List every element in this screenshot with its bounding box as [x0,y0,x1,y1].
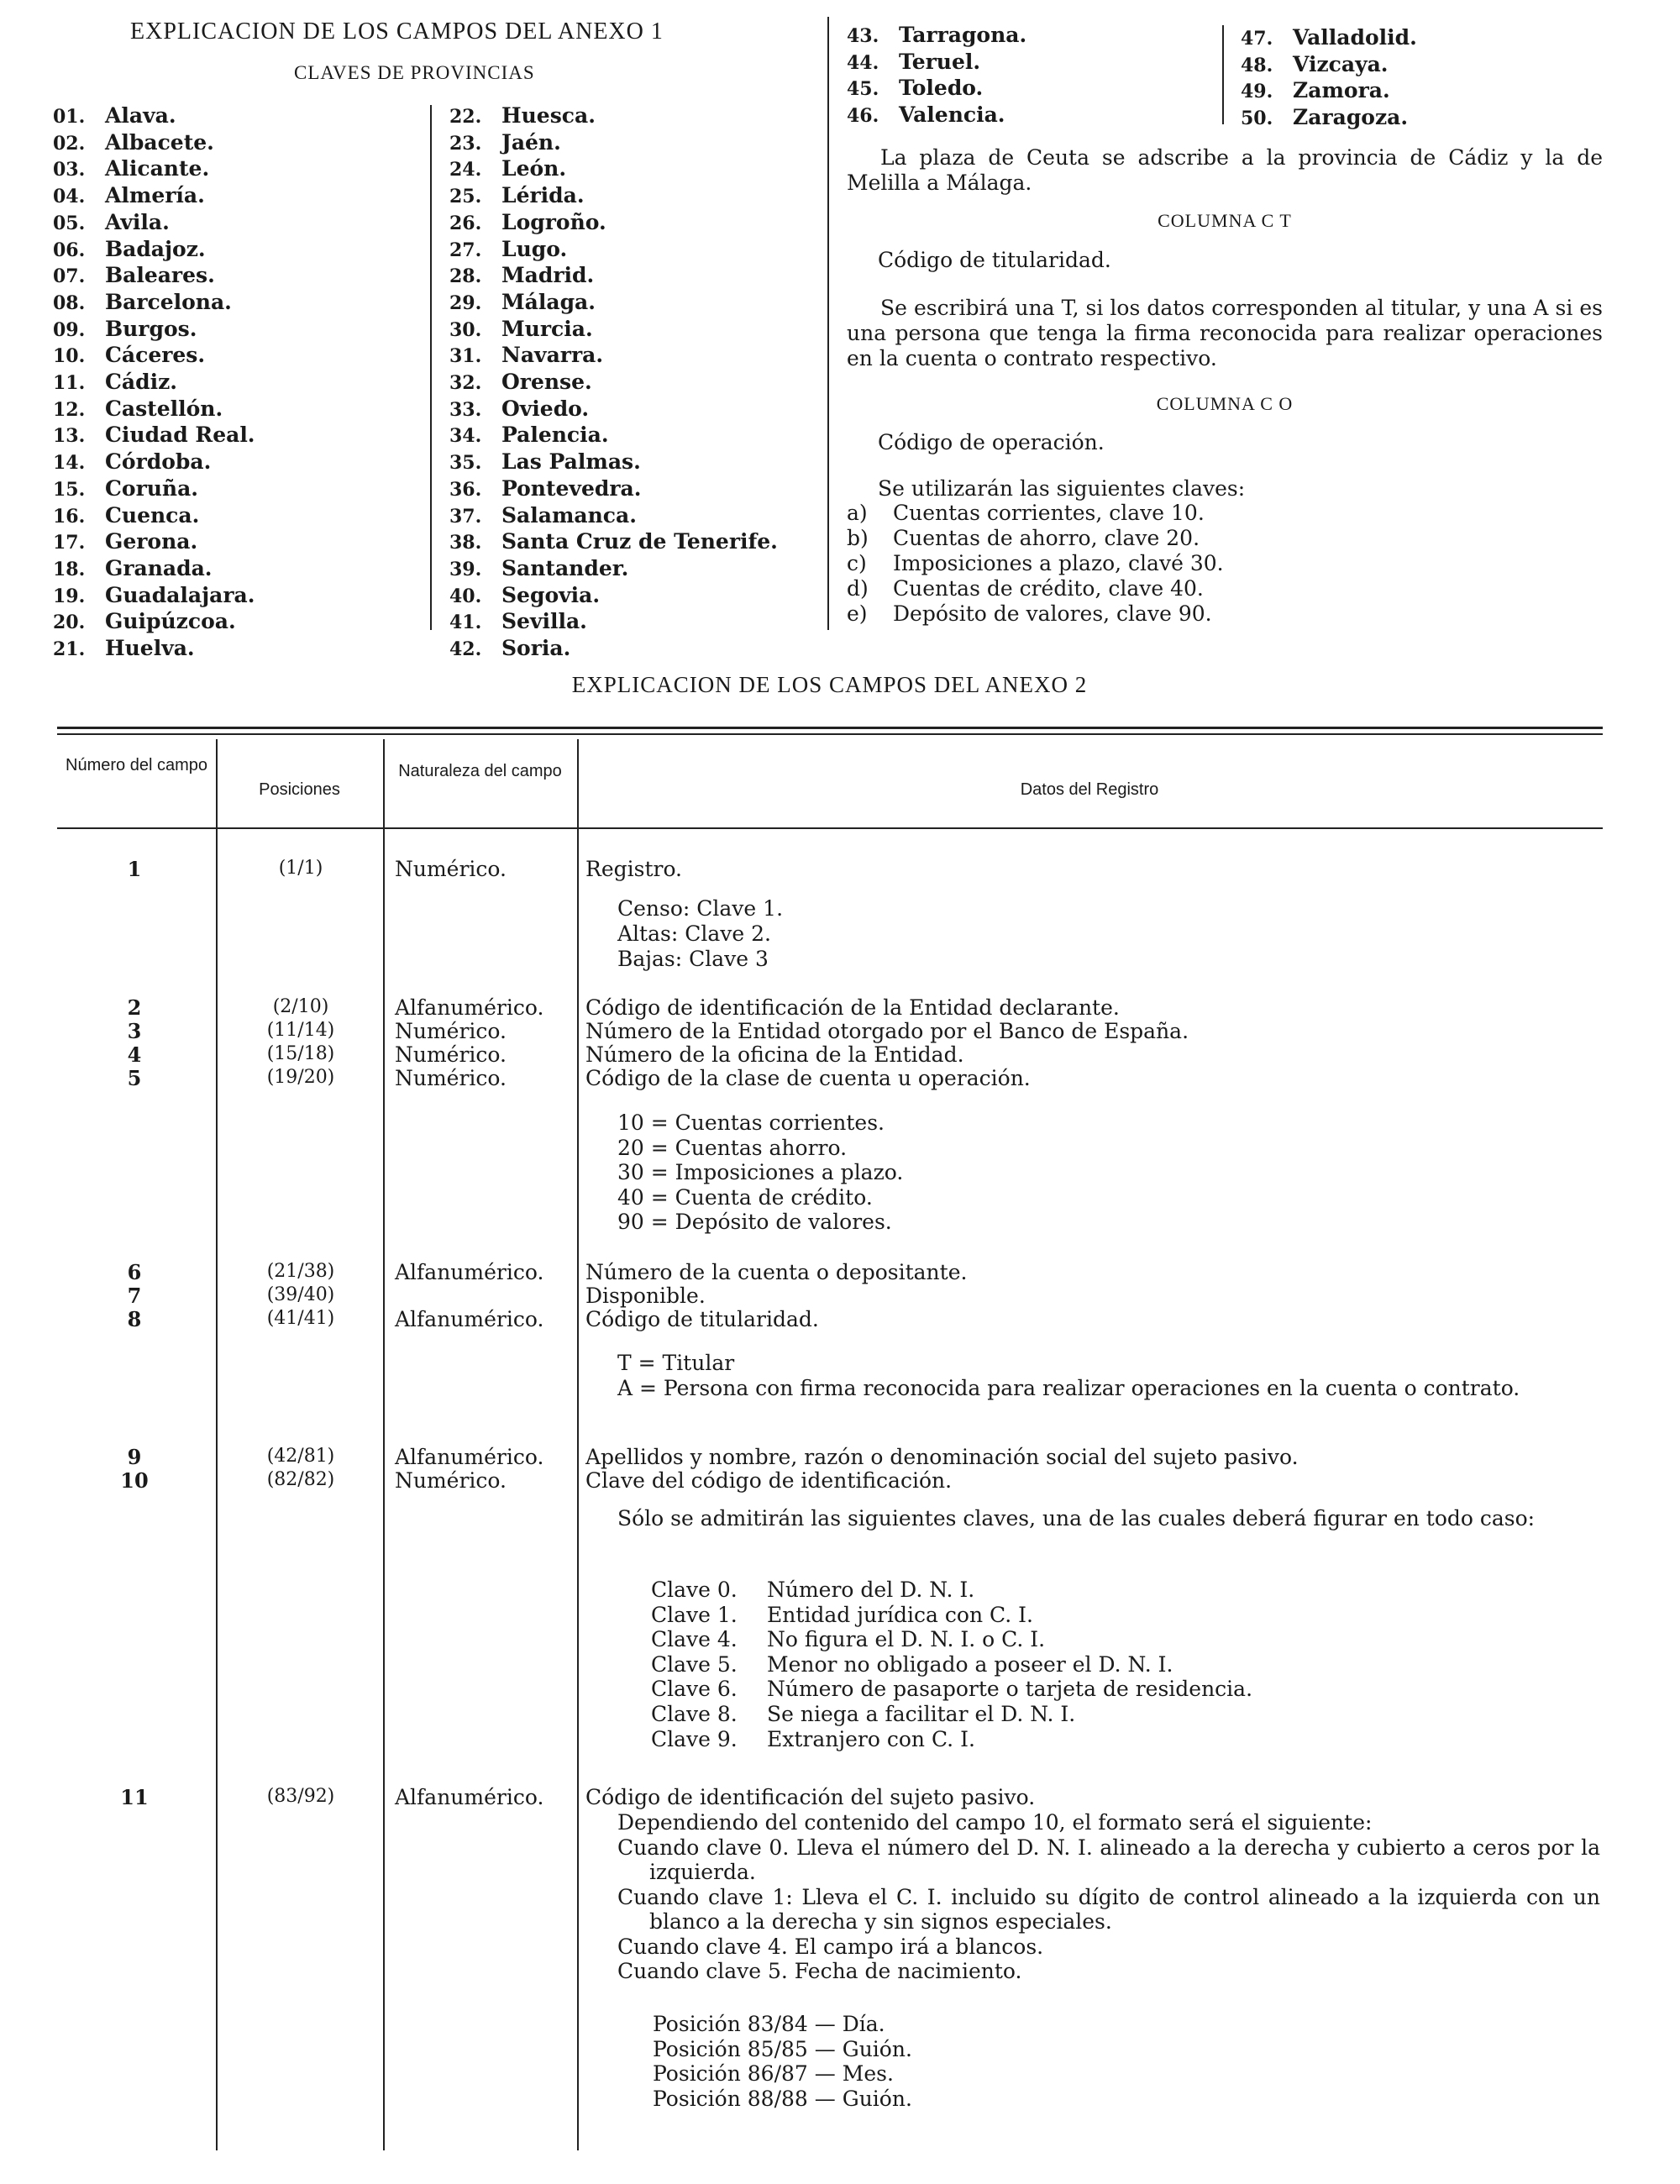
province-code: 16. [53,505,86,528]
province-code: 23. [449,132,482,155]
province-item [53,263,255,290]
province-item [847,23,1026,50]
list-item: Cuando clave 4. El campo irá a blancos. [617,1934,1044,1959]
list-item: Cuando clave 1: Lleva el C. I. incluido su dígito de control alineado a la izquierda con un blanco a la derecha y sin signos especiales. [617,1884,1600,1934]
province-name: León. [501,156,567,181]
field-nature: Numérico. [395,1019,507,1043]
province-name: Toledo. [899,76,984,101]
clave-value: No figura el D. N. I. o C. I. [767,1627,1046,1652]
field-positions: (11/14) [266,1020,335,1041]
province-code: 13. [53,425,86,448]
province-item [53,183,255,210]
clave-value: Número del D. N. I. [767,1578,975,1602]
province-name: Albacete. [105,129,214,155]
province-item [1241,105,1417,132]
province-name: Oviedo. [501,396,590,421]
field-description: Código de identificación de la Entidad declarante. [585,995,1120,1020]
item-letter: c) [847,551,867,575]
claves-identificacion [651,1578,1252,1751]
province-name: Gerona. [105,529,198,554]
province-list-col3 [847,23,1026,129]
field-number: 6 [127,1260,142,1284]
column-divider [827,17,829,630]
list-item: 30 = Imposiciones a plazo. [617,1160,904,1184]
province-item [53,343,255,370]
field-number: 10 [120,1468,149,1493]
column-divider [430,105,432,630]
province-item [449,476,778,503]
item-text: Imposiciones a plazo, clavé 30. [893,551,1224,575]
ct-label: Código de titularidad. [878,248,1111,272]
province-code: 02. [53,132,86,155]
claves-intro [617,1506,1600,1531]
province-code: 05. [53,212,86,234]
clave-key: Clave 0. [651,1578,738,1602]
anexo1-subtitle: CLAVES DE PROVINCIAS [294,62,535,83]
province-code: 26. [449,212,482,234]
province-code: 46. [847,105,879,128]
anexo2-title: EXPLICACION DE LOS CAMPOS DEL ANEXO 2 [571,672,1088,697]
field-number: 2 [127,995,142,1020]
item-letter: a) [847,501,868,525]
province-name: Barcelona. [105,289,232,314]
header-naturaleza: Naturaleza del campo [398,762,562,780]
province-item [847,76,1026,102]
field-nature: Alfanumérico. [395,1445,544,1469]
province-code: 01. [53,106,86,128]
list-item [847,601,1224,627]
list-item: Posición 88/88 — Guión. [653,2086,912,2111]
province-name: Murcia. [501,316,593,341]
province-name: Cáceres. [105,343,206,368]
province-code: 47. [1241,28,1273,50]
field-positions: (1/1) [278,858,323,879]
province-code: 11. [53,372,86,395]
list-item [847,526,1224,551]
province-item [53,529,255,556]
field-positions: (39/40) [266,1284,335,1305]
province-code: 06. [53,239,86,261]
province-name: Lugo. [501,236,568,261]
province-name: Baleares. [105,263,215,288]
field-positions: (2/10) [272,996,329,1017]
province-item [1241,25,1417,52]
province-code: 38. [449,532,482,554]
province-code: 04. [53,186,86,208]
field-description: Clave del código de identificación. [585,1468,953,1493]
table-col-line [577,739,579,2150]
table-top-rule [57,727,1603,729]
province-name: Soria. [501,636,571,661]
province-item [53,556,255,583]
clave-key: Clave 5. [651,1651,738,1677]
province-item [53,130,255,157]
field-nature: Alfanumérico. [395,1260,544,1284]
field-description: Código de titularidad. [585,1307,819,1331]
province-name: Zamora. [1293,78,1390,103]
province-code: 20. [53,612,86,634]
list-item: Dependiendo del contenido del campo 10, el formato será el siguiente: [617,1810,1373,1835]
clave-value: Menor no obligado a poseer el D. N. I. [767,1651,1173,1677]
list-item [651,1652,1252,1677]
province-item [53,237,255,264]
province-code: 28. [449,265,482,288]
province-code: 14. [53,452,86,475]
ct-text: Se escribirá una T, si los datos corresponden al titular, y una A si es una persona que tenga la firma reconocida para realizar operaciones en la cuenta o contrato respectivo. [847,296,1603,370]
province-item [449,343,778,370]
province-name: Cuenca. [105,502,200,528]
list-item: Posición 86/87 — Mes. [653,2061,894,2086]
field-number: 1 [127,857,142,881]
province-code: 21. [53,638,86,661]
formato-list [617,1810,1600,1984]
field-number: 9 [127,1445,142,1469]
clave-value: Se niega a facilitar el D. N. I. [767,1701,1076,1726]
province-name: Alava. [105,103,176,128]
province-item [53,476,255,503]
province-code: 29. [449,291,482,314]
field-description: Número de la oficina de la Entidad. [585,1042,964,1067]
list-item: 90 = Depósito de valores. [617,1210,892,1234]
province-item [53,503,255,530]
province-item [53,636,255,663]
province-item [1241,78,1417,105]
province-list-col2 [449,103,778,663]
item-letter: b) [847,526,869,550]
province-item [449,503,778,530]
province-name: Guadalajara. [105,582,255,607]
province-code: 35. [449,452,482,475]
clave-key: Clave 9. [651,1726,738,1751]
registro-claves [617,896,783,972]
clave-key: Clave 6. [651,1677,738,1702]
province-name: Ciudad Real. [105,423,255,448]
province-name: Logroño. [501,209,606,234]
field-number: 8 [127,1307,142,1331]
province-name: Madrid. [501,263,595,288]
field-positions: (83/92) [266,1786,335,1807]
list-item: Cuando clave 0. Lleva el número del D. N. I. alineado a la derecha y cubierto a ceros por la izquierda. [617,1835,1600,1884]
province-code: 49. [1241,81,1273,103]
province-item [449,609,778,636]
field-number: 4 [127,1042,142,1067]
province-name: Teruel. [899,49,981,74]
province-name: Cádiz. [105,370,177,395]
province-item [449,449,778,476]
province-name: Alicante. [105,156,210,181]
field-description: Número de la cuenta o depositante. [585,1260,968,1284]
province-name: Pontevedra. [501,475,642,501]
field-positions: (41/41) [266,1308,335,1329]
clave-value: Entidad jurídica con C. I. [767,1602,1033,1627]
list-item: A = Persona con firma reconocida para realizar operaciones en la cuenta o contrato. [617,1376,1520,1400]
province-code: 08. [53,291,86,314]
province-code: 41. [449,612,482,634]
province-code: 34. [449,425,482,448]
province-code: 31. [449,345,482,368]
province-code: 39. [449,558,482,580]
province-code: 19. [53,585,86,607]
province-code: 25. [449,186,482,208]
province-name: Huelva. [105,636,195,661]
list-item: 40 = Cuenta de crédito. [617,1184,873,1210]
province-code: 10. [53,345,86,368]
province-item [53,583,255,610]
province-code: 45. [847,78,879,101]
province-name: Granada. [105,555,213,580]
province-name: Salamanca. [501,502,637,528]
province-code: 18. [53,558,86,580]
field-description: Apellidos y nombre, razón o denominación social del sujeto pasivo. [585,1445,1299,1469]
province-name: Badajoz. [105,236,206,261]
list-item [651,1603,1252,1628]
province-item [449,396,778,423]
table-header-rule [57,827,1603,829]
field-nature: Numérico. [395,1468,507,1493]
province-code: 32. [449,372,482,395]
item-text: Depósito de valores, clave 90. [893,601,1212,626]
field-nature: Numérico. [395,1042,507,1067]
table-col-line [383,739,385,2150]
province-name: Lérida. [501,183,585,208]
posiciones-fecha [653,2012,912,2111]
table-col-line [216,739,218,2150]
province-name: Orense. [501,370,592,395]
item-text: Cuentas de ahorro, clave 20. [893,526,1200,550]
province-item [847,50,1026,76]
province-name: Palencia. [501,423,609,448]
clave-value: Número de pasaporte o tarjeta de residencia. [767,1677,1253,1702]
table-top-rule [57,733,1603,735]
province-item [449,103,778,130]
province-code: 22. [449,106,482,128]
province-item [449,210,778,237]
co-intro: Se utilizarán las siguientes claves: [878,476,1246,501]
province-code: 17. [53,532,86,554]
province-code: 50. [1241,108,1273,130]
field-positions: (21/38) [266,1261,335,1282]
co-items [847,501,1224,627]
province-code: 07. [53,265,86,288]
province-item [1241,52,1417,79]
field-nature: Numérico. [395,1066,507,1090]
province-item [847,102,1026,129]
province-item [449,556,778,583]
header-datos: Datos del Registro [1020,780,1159,799]
province-code: 27. [449,239,482,261]
province-code: 12. [53,398,86,421]
list-item [847,501,1224,526]
province-name: Coruña. [105,475,198,501]
list-item: Bajas: Clave 3 [617,947,769,971]
list-item [847,576,1224,601]
field-nature: Alfanumérico. [395,995,544,1020]
province-item [449,290,778,317]
field-description: Código de identificación del sujeto pasivo. [585,1785,1036,1809]
field-positions: (42/81) [266,1446,335,1467]
province-code: 40. [449,585,482,607]
clave-key: Clave 8. [651,1701,738,1726]
field-positions: (19/20) [266,1067,335,1088]
province-code: 24. [449,159,482,181]
province-item [53,103,255,130]
list-item [651,1677,1252,1702]
province-item [449,636,778,663]
item-text: Cuentas de crédito, clave 40. [893,576,1204,601]
field-description: Registro. [585,857,683,881]
field-number: 7 [127,1284,142,1308]
province-item [53,449,255,476]
province-name: Santander. [501,555,629,580]
province-item [53,210,255,237]
province-code: 09. [53,318,86,341]
province-name: Valencia. [899,102,1005,128]
province-item [449,183,778,210]
province-item [449,317,778,344]
province-item [53,317,255,344]
co-heading: COLUMNA C O [1156,393,1294,414]
field-positions: (82/82) [266,1469,335,1490]
province-name: Málaga. [501,289,596,314]
ct-heading: COLUMNA C T [1158,210,1292,231]
province-code: 37. [449,505,482,528]
province-code: 03. [53,159,86,181]
titularidad-claves [617,1351,1600,1401]
province-code: 36. [449,478,482,501]
clave-value: Extranjero con C. I. [767,1726,975,1751]
province-name: Valladolid. [1293,25,1417,50]
item-text: Cuentas corrientes, clave 10. [893,501,1205,525]
field-description: Código de la clase de cuenta u operación. [585,1066,1031,1090]
province-name: Avila. [105,209,170,234]
list-item: 20 = Cuentas ahorro. [617,1135,848,1160]
list-item [651,1578,1252,1603]
clase-claves [617,1110,903,1235]
province-code: 33. [449,398,482,421]
ceuta-note: La plaza de Ceuta se adscribe a la provincia de Cádiz y la de Melilla a Málaga. [847,145,1603,195]
province-list-col1 [53,103,255,663]
field-nature: Numérico. [395,857,507,881]
province-name: Sevilla. [501,609,587,634]
list-item [651,1627,1252,1652]
field-nature: Alfanumérico. [395,1785,544,1809]
province-item [449,237,778,264]
province-name: Burgos. [105,316,197,341]
province-item [449,423,778,449]
list-item: 10 = Cuentas corrientes. [617,1110,885,1135]
clave-key: Clave 4. [651,1627,738,1652]
province-name: Huesca. [501,103,596,128]
province-name: Segovia. [501,582,601,607]
province-code: 44. [847,51,879,74]
province-name: Las Palmas. [501,449,641,475]
province-code: 15. [53,478,86,501]
list-item: Censo: Clave 1. [617,896,784,921]
province-name: Vizcaya. [1293,51,1389,76]
list-item [651,1727,1252,1752]
province-name: Castellón. [105,396,223,421]
province-item [449,529,778,556]
province-item [449,156,778,183]
province-item [449,583,778,610]
province-item [53,423,255,449]
list-item: Posición 83/84 — Día. [653,2012,885,2036]
list-item: Altas: Clave 2. [617,921,771,946]
province-code: 48. [1241,54,1273,76]
list-item [847,551,1224,576]
province-list-col4 [1241,25,1417,132]
province-item [449,263,778,290]
province-name: Córdoba. [105,449,212,475]
list-item: Posición 85/85 — Guión. [653,2036,912,2061]
field-number: 5 [127,1066,142,1090]
field-number: 11 [120,1785,149,1809]
list-item: Cuando clave 5. Fecha de nacimiento. [617,1959,1022,1983]
list-item [651,1702,1252,1727]
province-item [449,370,778,396]
item-letter: e) [847,601,868,626]
province-name: Tarragona. [899,23,1027,47]
province-name: Navarra. [501,343,604,368]
item-letter: d) [847,576,869,601]
province-code: 42. [449,638,482,661]
co-label: Código de operación. [878,430,1105,454]
column-divider [1222,25,1224,124]
province-item [53,156,255,183]
province-item [53,609,255,636]
clave-key: Clave 1. [651,1602,738,1627]
field-nature: Alfanumérico. [395,1307,544,1331]
province-code: 30. [449,318,482,341]
header-numero: Número del campo [66,756,207,774]
province-item [53,290,255,317]
province-name: Guipúzcoa. [105,609,236,634]
field-description: Número de la Entidad otorgado por el Banco de España. [585,1019,1189,1043]
province-code: 43. [847,25,879,47]
field-number: 3 [127,1019,142,1043]
list-item: T = Titular [617,1351,735,1375]
province-name: Jaén. [501,129,561,155]
claves-intro-text: Sólo se admitirán las siguientes claves, una de las cuales deberá figurar en todo caso: [617,1506,1536,1530]
province-item [53,396,255,423]
province-item [53,370,255,396]
province-name: Santa Cruz de Tenerife. [501,529,778,554]
anexo1-title: EXPLICACION DE LOS CAMPOS DEL ANEXO 1 [130,18,664,45]
header-posiciones: Posiciones [259,780,340,799]
province-name: Zaragoza. [1293,105,1409,130]
province-item [449,130,778,157]
field-positions: (15/18) [266,1043,335,1064]
province-name: Almería. [105,183,205,208]
field-description: Disponible. [585,1284,706,1308]
